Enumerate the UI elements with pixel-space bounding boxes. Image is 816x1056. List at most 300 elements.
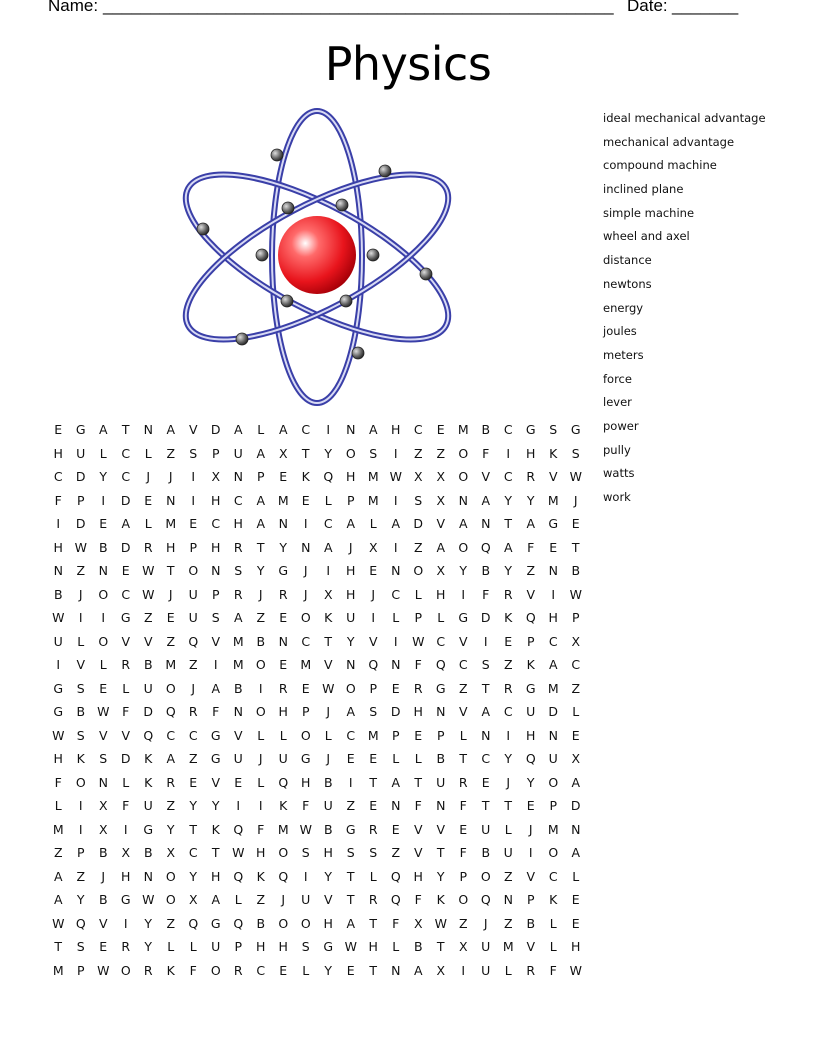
grid-letter: X [188, 892, 198, 907]
grid-letter: R [526, 962, 536, 978]
grid-letter: G [300, 751, 311, 766]
grid-letter: A [53, 868, 63, 884]
grid-letter: N [98, 774, 108, 790]
grid-letter: Q [233, 868, 244, 884]
grid-letter: I [213, 657, 218, 672]
grid-letter: G [570, 422, 581, 437]
grid-letter: R [188, 704, 198, 719]
grid-letter: E [481, 774, 490, 790]
grid-letter: N [391, 657, 401, 672]
grid-letter: U [233, 751, 243, 766]
grid-letter: T [436, 939, 445, 954]
grid-letter: L [257, 727, 265, 743]
grid-letter: F [302, 798, 310, 813]
grid-letter: B [98, 539, 108, 555]
grid-letter: S [481, 657, 490, 672]
grid-letter: F [392, 915, 400, 931]
grid-letter: E [279, 657, 288, 672]
grid-letter: I [393, 492, 398, 508]
grid-letter: R [503, 680, 513, 696]
grid-letter: L [257, 774, 265, 790]
grid-letter: P [549, 798, 558, 813]
grid-letter: E [571, 892, 580, 907]
grid-letter: R [526, 469, 536, 484]
grid-letter: N [481, 516, 491, 531]
grid-letter: M [367, 492, 379, 508]
grid-letter: L [369, 516, 377, 531]
grid-row [47, 961, 587, 985]
grid-letter: O [165, 680, 176, 696]
grid-letter: L [234, 892, 242, 907]
grid-letter: B [481, 422, 491, 437]
grid-letter: T [436, 845, 445, 860]
grid-letter: A [346, 516, 356, 531]
grid-letter: J [168, 586, 173, 602]
grid-letter: D [143, 704, 154, 719]
date-label: Date: [627, 0, 668, 15]
grid-letter: D [75, 516, 86, 531]
grid-letter: T [301, 445, 310, 461]
grid-letter: G [53, 704, 64, 719]
grid-letter: I [258, 798, 263, 813]
grid-letter: O [548, 774, 559, 790]
grid-letter: I [236, 798, 241, 813]
grid-letter: D [570, 798, 581, 813]
grid-letter: L [189, 939, 197, 954]
grid-letter: W [52, 915, 65, 931]
grid-letter: Q [525, 610, 536, 625]
grid-letter: V [188, 422, 198, 437]
grid-letter: K [504, 610, 513, 625]
grid-letter: C [503, 422, 513, 437]
grid-letter: L [257, 422, 265, 437]
word-item: watts [603, 466, 635, 481]
grid-letter: Y [211, 798, 220, 813]
grid-letter: N [211, 563, 221, 578]
grid-letter: J [146, 469, 151, 484]
grid-letter: X [368, 539, 378, 555]
grid-letter: Y [324, 962, 333, 978]
grid-letter: B [481, 563, 491, 578]
grid-letter: P [76, 962, 85, 978]
grid-letter: V [121, 633, 131, 649]
grid-letter: N [571, 821, 581, 837]
grid-letter: U [436, 774, 446, 790]
grid-letter: T [121, 422, 130, 437]
grid-letter: E [279, 469, 288, 484]
grid-letter: J [78, 586, 83, 602]
grid-letter: L [369, 868, 377, 884]
grid-letter: I [303, 516, 308, 531]
grid-letter: E [234, 774, 243, 790]
grid-letter: S [76, 680, 85, 696]
grid-letter: I [303, 868, 308, 884]
grid-letter: X [211, 469, 221, 484]
grid-letter: M [52, 821, 64, 837]
grid-letter: I [506, 727, 511, 743]
grid-letter: C [346, 727, 356, 743]
grid-letter: L [167, 939, 175, 954]
grid-letter: X [413, 469, 423, 484]
grid-letter: P [391, 727, 400, 743]
grid-letter: G [435, 680, 446, 696]
grid-letter: N [166, 492, 176, 508]
grid-letter: V [436, 821, 446, 837]
grid-letter: S [369, 445, 378, 461]
word-item: mechanical advantage [603, 134, 735, 149]
grid-letter: J [303, 586, 308, 602]
grid-letter: C [481, 751, 491, 766]
grid-letter: F [549, 962, 557, 978]
grid-letter: H [121, 868, 131, 884]
grid-letter: N [391, 798, 401, 813]
grid-letter: S [234, 563, 243, 578]
word-list [603, 109, 803, 512]
grid-letter: H [211, 539, 221, 555]
grid-letter: A [571, 774, 581, 790]
grid-letter: Z [571, 680, 581, 696]
grid-letter: L [504, 962, 512, 978]
grid-letter: A [481, 492, 491, 508]
grid-letter: C [256, 962, 266, 978]
grid-letter: S [571, 445, 580, 461]
grid-letter: E [459, 821, 468, 837]
grid-letter: G [278, 563, 289, 578]
grid-letter: A [391, 516, 401, 531]
grid-letter: T [324, 633, 333, 649]
grid-letter: Y [504, 563, 513, 578]
grid-letter: I [483, 633, 488, 649]
grid-letter: T [189, 821, 198, 837]
grid-letter: T [369, 774, 378, 790]
grid-letter: E [189, 516, 198, 531]
grid-letter: Y [166, 821, 175, 837]
grid-letter: E [549, 539, 558, 555]
grid-letter: V [323, 892, 333, 907]
grid-letter: J [573, 492, 578, 508]
grid-letter: I [461, 962, 466, 978]
atom-icon [180, 104, 460, 410]
grid-letter: Z [458, 680, 468, 696]
grid-letter: A [526, 516, 536, 531]
grid-letter: M [367, 727, 379, 743]
date-field[interactable]: _______ [672, 0, 739, 15]
grid-letter: U [278, 751, 288, 766]
grid-letter: O [300, 915, 311, 931]
grid-letter: C [188, 727, 198, 743]
grid-letter: F [212, 704, 220, 719]
grid-letter: J [191, 680, 196, 696]
grid-letter: E [301, 492, 310, 508]
grid-letter: P [189, 539, 198, 555]
grid-letter: B [98, 892, 108, 907]
grid-letter: K [279, 798, 288, 813]
grid-letter: L [504, 821, 512, 837]
grid-letter: F [189, 962, 197, 978]
grid-letter: D [413, 516, 424, 531]
grid-letter: I [56, 516, 61, 531]
word-item: pully [603, 442, 631, 457]
grid-letter: Z [413, 445, 423, 461]
grid-letter: Z [413, 539, 423, 555]
grid-letter: G [345, 821, 356, 837]
grid-letter: U [188, 610, 198, 625]
grid-letter: O [458, 539, 469, 555]
grid-letter: R [233, 539, 243, 555]
grid-letter: W [52, 727, 65, 743]
grid-letter: N [391, 962, 401, 978]
grid-letter: O [255, 657, 266, 672]
grid-letter: E [99, 680, 108, 696]
grid-letter: B [571, 563, 581, 578]
grid-letter: S [369, 704, 378, 719]
grid-letter: H [233, 516, 243, 531]
grid-letter: C [548, 868, 558, 884]
grid-letter: L [77, 633, 85, 649]
grid-letter: J [281, 892, 286, 907]
grid-letter: B [233, 680, 243, 696]
grid-letter: X [436, 492, 446, 508]
word-item: distance [603, 253, 652, 268]
grid-row [47, 608, 587, 632]
grid-letter: C [391, 586, 401, 602]
word-item: work [603, 490, 631, 504]
grid-letter: I [78, 610, 83, 625]
grid-row [47, 444, 587, 468]
grid-letter: S [369, 845, 378, 860]
grid-row [47, 561, 587, 585]
grid-letter: A [481, 704, 491, 719]
grid-row [47, 679, 587, 703]
grid-letter: X [413, 915, 423, 931]
grid-letter: E [121, 563, 130, 578]
grid-letter: Q [188, 633, 199, 649]
grid-letter: I [101, 492, 106, 508]
grid-letter: V [143, 633, 153, 649]
grid-letter: A [233, 610, 243, 625]
word-item: joules [603, 324, 637, 339]
grid-letter: N [548, 727, 558, 743]
grid-letter: S [549, 422, 558, 437]
grid-letter: M [547, 821, 559, 837]
grid-letter: E [369, 563, 378, 578]
grid-letter: D [120, 751, 131, 766]
grid-row [47, 773, 587, 797]
grid-letter: Z [166, 798, 176, 813]
grid-letter: K [324, 610, 333, 625]
grid-letter: F [414, 798, 422, 813]
grid-letter: G [323, 939, 334, 954]
grid-letter: K [211, 821, 220, 837]
grid-letter: Y [76, 892, 85, 907]
grid-letter: Q [480, 892, 491, 907]
grid-letter: E [504, 633, 513, 649]
grid-letter: Z [188, 657, 198, 672]
grid-letter: I [123, 915, 128, 931]
grid-letter: R [143, 962, 153, 978]
grid-letter: T [256, 539, 265, 555]
grid-letter: C [548, 633, 558, 649]
grid-letter: T [369, 915, 378, 931]
name-field[interactable]: ______________________________________________________ [103, 0, 614, 15]
grid-letter: I [348, 774, 353, 790]
grid-letter: Z [256, 892, 266, 907]
grid-letter: K [549, 445, 558, 461]
grid-letter: M [232, 633, 244, 649]
grid-letter: N [143, 868, 153, 884]
grid-letter: W [52, 610, 65, 625]
grid-letter: V [481, 469, 491, 484]
grid-letter: Z [391, 845, 401, 860]
grid-letter: G [75, 422, 86, 437]
grid-letter: O [480, 868, 491, 884]
grid-letter: J [303, 563, 308, 578]
grid-letter: O [458, 469, 469, 484]
grid-letter: M [502, 939, 514, 954]
grid-letter: T [346, 868, 355, 884]
grid-letter: Y [144, 939, 153, 954]
grid-letter: H [346, 586, 356, 602]
grid-letter: D [120, 492, 131, 508]
grid-letter: C [323, 516, 333, 531]
grid-row [47, 749, 587, 773]
grid-letter: N [436, 704, 446, 719]
grid-letter: I [393, 539, 398, 555]
grid-letter: W [232, 845, 245, 860]
grid-letter: L [122, 680, 130, 696]
grid-letter: U [503, 845, 513, 860]
grid-letter: H [323, 915, 333, 931]
grid-letter: D [120, 539, 131, 555]
grid-letter: X [436, 469, 446, 484]
grid-letter: K [166, 962, 175, 978]
grid-letter: A [346, 915, 356, 931]
grid-letter: J [483, 915, 488, 931]
grid-letter: B [98, 845, 108, 860]
grid-letter: U [323, 798, 333, 813]
grid-letter: B [323, 821, 333, 837]
grid-letter: E [571, 516, 580, 531]
grid-letter: N [301, 539, 311, 555]
grid-letter: V [211, 633, 221, 649]
grid-letter: I [393, 445, 398, 461]
grid-row [47, 726, 587, 750]
grid-letter: A [211, 680, 221, 696]
grid-letter: Q [233, 821, 244, 837]
grid-letter: E [99, 516, 108, 531]
grid-letter: J [258, 586, 263, 602]
grid-letter: H [211, 492, 221, 508]
grid-letter: U [346, 610, 356, 625]
grid-letter: N [436, 798, 446, 813]
grid-letter: L [414, 586, 422, 602]
grid-row [47, 420, 587, 444]
grid-letter: O [255, 704, 266, 719]
grid-letter: C [503, 469, 513, 484]
grid-letter: Q [188, 915, 199, 931]
grid-row [47, 467, 587, 491]
grid-letter: E [391, 680, 400, 696]
grid-letter: C [458, 657, 468, 672]
grid-letter: W [299, 821, 312, 837]
word-item: meters [603, 347, 644, 362]
grid-letter: B [143, 845, 153, 860]
grid-letter: X [323, 586, 333, 602]
grid-letter: C [301, 633, 311, 649]
grid-letter: V [436, 516, 446, 531]
grid-letter: P [526, 633, 535, 649]
grid-letter: L [54, 798, 62, 813]
grid-letter: Z [76, 563, 86, 578]
grid-letter: E [166, 610, 175, 625]
grid-letter: B [436, 751, 446, 766]
grid-letter: F [482, 586, 490, 602]
grid-letter: Z [188, 751, 198, 766]
grid-letter: G [210, 751, 221, 766]
grid-letter: E [369, 751, 378, 766]
grid-letter: Z [256, 610, 266, 625]
grid-letter: O [165, 892, 176, 907]
grid-letter: K [144, 751, 153, 766]
grid-letter: H [346, 563, 356, 578]
grid-letter: V [413, 845, 423, 860]
grid-letter: V [526, 868, 536, 884]
grid-letter: J [348, 539, 353, 555]
grid-letter: A [548, 657, 558, 672]
grid-letter: C [211, 516, 221, 531]
word-item: lever [603, 395, 632, 410]
grid-letter: R [503, 586, 513, 602]
grid-letter: O [98, 633, 109, 649]
grid-letter: W [569, 962, 582, 978]
grid-letter: M [165, 657, 177, 672]
grid-letter: P [211, 445, 220, 461]
grid-letter: N [233, 704, 243, 719]
grid-letter: V [413, 821, 423, 837]
grid-letter: F [459, 798, 467, 813]
word-item: wheel and axel [603, 229, 690, 244]
grid-letter: L [279, 727, 287, 743]
grid-letter: V [211, 774, 221, 790]
grid-letter: E [346, 751, 355, 766]
grid-letter: G [210, 727, 221, 743]
grid-letter: G [53, 680, 64, 696]
grid-letter: R [233, 586, 243, 602]
grid-letter: W [97, 962, 110, 978]
grid-letter: E [279, 610, 288, 625]
grid-letter: F [122, 704, 130, 719]
grid-letter: P [301, 704, 310, 719]
grid-letter: L [572, 704, 580, 719]
grid-letter: Z [526, 563, 536, 578]
grid-letter: N [458, 492, 468, 508]
grid-letter: E [436, 422, 445, 437]
grid-letter: N [391, 563, 401, 578]
grid-letter: K [301, 469, 310, 484]
grid-letter: H [53, 751, 63, 766]
grid-letter: A [436, 539, 446, 555]
grid-letter: H [526, 727, 536, 743]
grid-letter: W [412, 633, 425, 649]
grid-letter: E [189, 774, 198, 790]
grid-letter: N [548, 563, 558, 578]
grid-letter: C [301, 422, 311, 437]
grid-letter: D [480, 610, 491, 625]
grid-letter: F [54, 774, 62, 790]
grid-letter: A [503, 539, 513, 555]
grid-letter: T [504, 516, 513, 531]
grid-letter: V [458, 633, 468, 649]
